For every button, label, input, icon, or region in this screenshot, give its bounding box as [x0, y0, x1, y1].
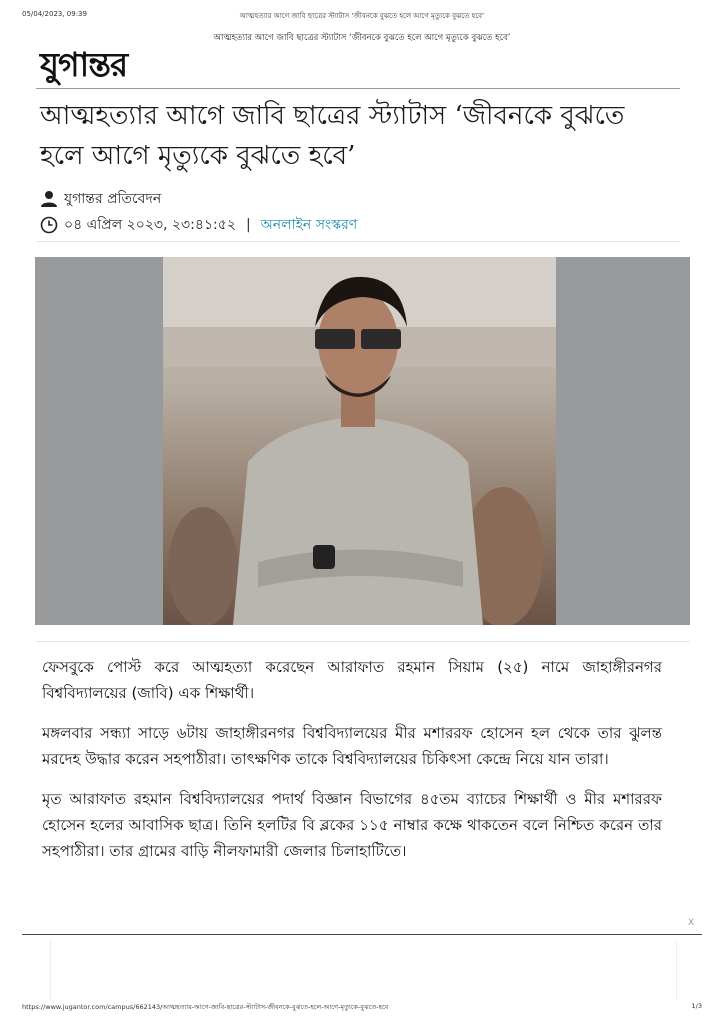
article-paragraph: ফেসবুকে পোস্ট করে আত্মহত্যা করেছেন আরাফাত রহমান সিয়াম (২৫) নামে জাহাঙ্গীরনগর বিশ্ববিদ্যালয়ের (জাবি) এক শিক্ষার্থী। [42, 658, 662, 702]
article-paragraph: মৃত আরাফাত রহমান বিশ্ববিদ্যালয়ের পদার্থ বিজ্ঞান বিভাগের ৪৫তম ব্যাচের শিক্ষার্থী ও মীর মশাররফ হোসেন হলের আবাসিক ছাত্র। তিনি হলটির বি ব্লকের ১১৫ নাম্বার কক্ষে থাকতেন বলে নিশ্চিত করেন তার সহপাঠীরা। তার গ্রামের বাড়ি নীলফামারী জেলার চিলাহাটিতে। [42, 790, 662, 860]
article-photo-image [163, 257, 556, 625]
footer-divider [22, 934, 702, 935]
page-subtitle: আত্মহত্যার আগে জাবি ছাত্রের স্ট্যাটাস ‘জীবনকে বুঝতে হলে আগে মৃত্যুকে বুঝতে হবে’ [213, 33, 511, 43]
print-footer [22, 1002, 702, 1013]
article-body [42, 654, 662, 878]
article-headline: আত্মহত্যার আগে জাবি ছাত্রের স্ট্যাটাস ‘জীবনকে বুঝতে হলে আগে মৃত্যুকে বুঝতে হবে’ [40, 101, 625, 171]
print-title: আত্মহত্যার আগে জাবি ছাত্রের স্ট্যাটাস ‘জীবনকে বুঝতে হলে আগে মৃত্যুকে বুঝতে হবে’ [239, 12, 485, 20]
print-header [22, 10, 702, 22]
ad-close-icon[interactable]: X [688, 918, 695, 928]
article-timestamp: ০৪ এপ্রিল ২০২৩, ২৩:৪১:৫২ [64, 217, 236, 233]
ad-slot [50, 940, 677, 1000]
print-date: 05/04/2023, 09:39 [22, 10, 87, 18]
print-url: https://www.jugantor.com/campus/662143/আত্মহত্যার-আগে-জাবি-ছাত্রের-স্ট্যাটাস-জীবনকে-বুঝতে-হলে-আগে-মৃত্যুকে-বুঝতে-হবে [22, 1003, 389, 1011]
edition-link[interactable]: অনলাইন সংস্করণ [260, 217, 358, 233]
photo-divider [36, 641, 690, 642]
person-photo-illustration [163, 257, 556, 625]
header-divider [36, 88, 680, 89]
user-icon [40, 190, 58, 208]
article-author: যুগান্তর প্রতিবেদন [64, 191, 162, 207]
article-photo [35, 257, 690, 625]
article-paragraph: মঙ্গলবার সন্ধ্যা সাড়ে ৬টায় জাহাঙ্গীরনগর বিশ্ববিদ্যালয়ের মীর মশাররফ হোসেন হল থেকে তার ঝুলন্ত মরদেহ উদ্ধার করেন সহপাঠীরা। তাৎক্ষণিক তাকে বিশ্ববিদ্যালয়ের চিকিৎসা কেন্দ্রে নিয়ে যান তারা। [42, 724, 662, 768]
article-author-row [40, 187, 161, 211]
print-page-number: 1/3 [691, 1002, 702, 1010]
clock-icon [40, 216, 58, 234]
site-logo[interactable]: যুগান্তর [40, 45, 128, 84]
article-time-row [40, 213, 357, 237]
meta-divider [36, 241, 680, 242]
meta-separator: | [245, 217, 251, 233]
